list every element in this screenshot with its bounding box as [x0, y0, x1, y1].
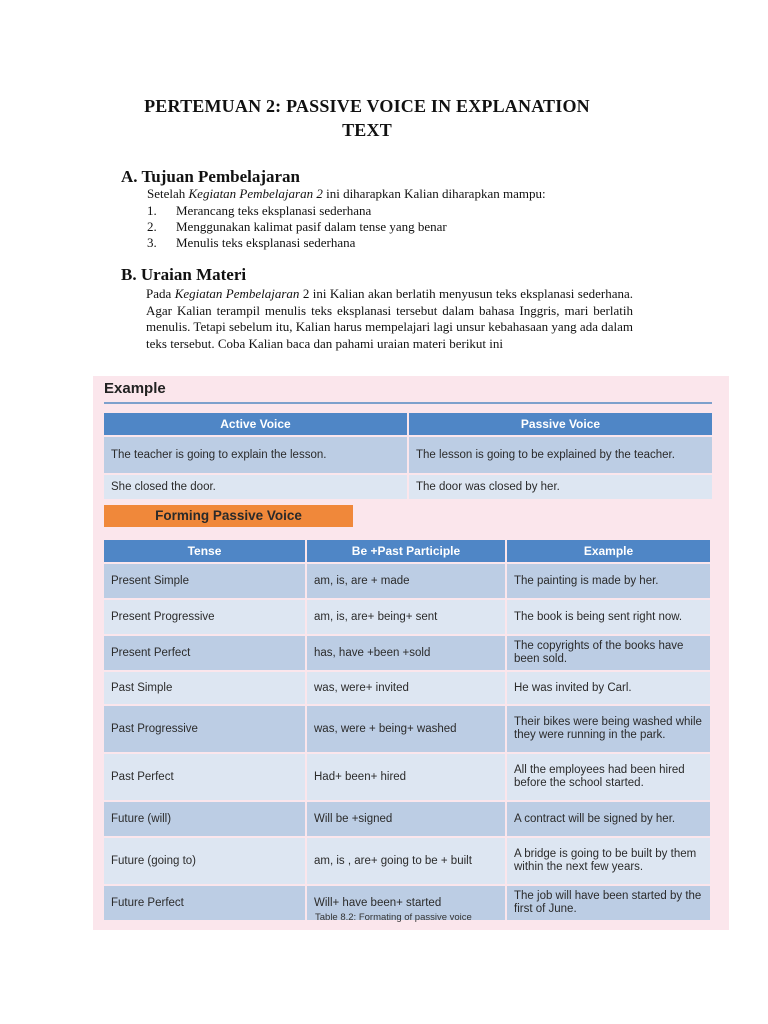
table-row	[104, 437, 712, 473]
table-cell: am, is, are+ being+ sent	[307, 600, 505, 634]
column-header: Passive Voice	[409, 413, 712, 435]
table-cell: He was invited by Carl.	[507, 672, 710, 704]
column-header: Be +Past Participle	[307, 540, 505, 562]
table-row	[104, 564, 710, 598]
list-item: Menulis teks eksplanasi sederhana	[176, 235, 356, 250]
example-divider	[104, 402, 712, 404]
table-row	[104, 706, 710, 752]
table-cell: The painting is made by her.	[507, 564, 710, 598]
table-cell: The book is being sent right now.	[507, 600, 710, 634]
table-cell: Present Perfect	[104, 636, 305, 670]
table-cell: Will+ have been+ started	[307, 886, 505, 920]
para-italic: Kegiatan Pembelajaran	[174, 286, 300, 301]
intro-post: ini diharapkan Kalian diharapkan mampu:	[322, 186, 546, 201]
table-row	[104, 802, 710, 836]
list-item-number: 1.	[147, 203, 157, 218]
table-cell: Their bikes were being washed while they were running in the park.	[507, 706, 710, 752]
column-header: Tense	[104, 540, 305, 562]
table-row	[104, 475, 712, 499]
table-cell: Future (going to)	[104, 838, 305, 884]
table-cell: Past Perfect	[104, 754, 305, 800]
section-b-paragraph	[146, 286, 633, 352]
intro-italic: Kegiatan Pembelajaran 2	[188, 186, 323, 201]
example-table	[102, 411, 714, 501]
table-cell: Future Perfect	[104, 886, 305, 920]
table-cell: Present Progressive	[104, 600, 305, 634]
example-title: Example	[104, 380, 166, 397]
table-row	[104, 600, 710, 634]
para-pre: Pada	[146, 286, 175, 301]
section-b-heading: B. Uraian Materi	[121, 265, 247, 284]
table-cell: was, were + being+ washed	[307, 706, 505, 752]
title-line-2: TEXT	[342, 120, 392, 140]
table-cell: Will be +signed	[307, 802, 505, 836]
table-cell: Past Simple	[104, 672, 305, 704]
table-cell: The door was closed by her.	[409, 475, 712, 499]
column-header: Example	[507, 540, 710, 562]
table-cell: Present Simple	[104, 564, 305, 598]
table-row	[104, 672, 710, 704]
list-item: Merancang teks eksplanasi sederhana	[176, 203, 372, 218]
column-header: Active Voice	[104, 413, 407, 435]
list-item-number: 3.	[147, 235, 157, 250]
para-post: 2 ini Kalian akan berlatih menyusun teks eksplanasi sederhana. Agar Kalian terampil menulis teks eksplanasi tersebut dalam bahasa Inggris, mari berlatih menulis. Tetapi sebelum itu, Kalian harus mempelajari lagi unsur kebahasaan yang ada dalam teks tersebut. Coba Kalian baca dan pahami uraian materi berikut ini	[146, 286, 633, 351]
forming-passive-label: Forming Passive Voice	[104, 505, 353, 527]
table-row	[104, 636, 710, 670]
table-cell: Future (will)	[104, 802, 305, 836]
table-row	[104, 754, 710, 800]
list-item-number: 2.	[147, 219, 157, 234]
table-cell: The job will have been started by the first of June.	[507, 886, 710, 920]
intro-pre: Setelah	[147, 186, 189, 201]
table-cell: All the employees had been hired before the school started.	[507, 754, 710, 800]
table-cell: She closed the door.	[104, 475, 407, 499]
table-cell: The copyrights of the books have been sold.	[507, 636, 710, 670]
table-header-row	[104, 540, 710, 562]
section-a-intro	[147, 186, 546, 202]
table-cell: The teacher is going to explain the lesson.	[104, 437, 407, 473]
passive-forms-table	[102, 538, 712, 922]
table-cell: am, is, are + made	[307, 564, 505, 598]
section-a-heading: A. Tujuan Pembelajaran	[121, 167, 300, 186]
page-title	[120, 94, 614, 142]
table-cell: A bridge is going to be built by them within the next few years.	[507, 838, 710, 884]
list-item: Menggunakan kalimat pasif dalam tense yang benar	[176, 219, 447, 234]
table-header-row	[104, 413, 712, 435]
table-caption: Table 8.2: Formating of passive voice	[315, 912, 472, 923]
table-cell: The lesson is going to be explained by the teacher.	[409, 437, 712, 473]
table-cell: Past Progressive	[104, 706, 305, 752]
title-line-1: PERTEMUAN 2: PASSIVE VOICE IN EXPLANATION	[144, 96, 590, 116]
table-cell: Had+ been+ hired	[307, 754, 505, 800]
table-cell: has, have +been +sold	[307, 636, 505, 670]
table-cell: was, were+ invited	[307, 672, 505, 704]
table-row	[104, 838, 710, 884]
table-cell: A contract will be signed by her.	[507, 802, 710, 836]
table-cell: am, is , are+ going to be + built	[307, 838, 505, 884]
